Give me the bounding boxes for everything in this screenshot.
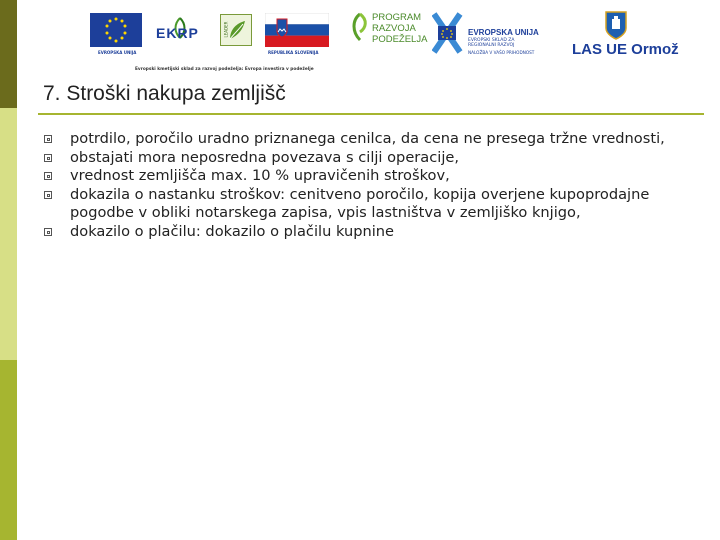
eu-regional-line: REGIONALNI RAZVOJ bbox=[468, 43, 515, 48]
list-item bbox=[44, 223, 684, 242]
eu-regional-line: NALOŽBA V VAŠO PRIHODNOST bbox=[468, 50, 535, 55]
bullet-text: vrednost zemljišča max. 10 % upravičenih stroškov, bbox=[70, 167, 450, 184]
list-item bbox=[44, 167, 684, 186]
logos-caption: Evropski kmetijski sklad za razvoj podeželja: Evropa investira v podeželje bbox=[135, 67, 314, 72]
ekrp-logo-text: EKRP bbox=[156, 25, 199, 41]
las-logo bbox=[570, 10, 679, 60]
bullet-square-icon bbox=[44, 135, 52, 143]
list-item bbox=[44, 186, 684, 223]
bullet-text: obstajati mora neposredna povezava s cilji operacije, bbox=[70, 148, 459, 166]
prp-logo-line: PODEŽELJA bbox=[372, 34, 428, 45]
leader-logo-text: LEADER bbox=[223, 21, 229, 38]
logo-strip bbox=[0, 0, 720, 80]
bullet-text: potrdilo, poročilo uradno priznanega cenilca, da cena ne presega tržne vrednosti, bbox=[70, 130, 665, 147]
bullet-list bbox=[44, 130, 684, 241]
eu-logo-caption: EVROPSKA UNIJA bbox=[98, 50, 137, 55]
las-logo-text: LAS UE Ormož bbox=[572, 41, 679, 58]
ekrp-logo bbox=[152, 14, 210, 50]
bullet-text: dokazila o nastanku stroškov: cenitveno poročilo, kopija overjene kupoprodajne pogodbe v obliki notarskega zapisa, vpis lastništva v zemljiško knjigo, bbox=[70, 185, 650, 221]
las-crest-icon bbox=[604, 10, 628, 40]
slovenia-logo-caption: REPUBLIKA SLOVENIJA bbox=[268, 50, 319, 55]
leader-logo bbox=[220, 14, 252, 46]
bullet-text: dokazilo o plačilu: dokazilo o plačilu kupnine bbox=[70, 222, 394, 240]
eu-regional-line: EVROPSKI SKLAD ZA bbox=[468, 38, 515, 43]
bullet-square-icon bbox=[44, 154, 52, 162]
eu-regional-title: EVROPSKA UNIJA bbox=[468, 28, 539, 37]
list-item bbox=[44, 130, 684, 149]
list-item bbox=[44, 149, 684, 168]
prp-logo bbox=[346, 10, 428, 54]
prp-logo-line: PROGRAM bbox=[372, 12, 422, 23]
bullet-square-icon bbox=[44, 172, 52, 180]
side-stripe-bottom bbox=[0, 360, 17, 540]
title-underline bbox=[38, 113, 704, 115]
slide-title: 7. Stroški nakupa zemljišč bbox=[43, 82, 286, 105]
eu-flag-logo bbox=[90, 13, 142, 47]
bullet-square-icon bbox=[44, 191, 52, 199]
prp-logo-line: RAZVOJA bbox=[372, 23, 416, 34]
eu-regional-logo bbox=[432, 12, 562, 56]
slovenia-flag-logo bbox=[265, 13, 329, 47]
side-stripe-middle bbox=[0, 108, 17, 360]
bullet-square-icon bbox=[44, 228, 52, 236]
